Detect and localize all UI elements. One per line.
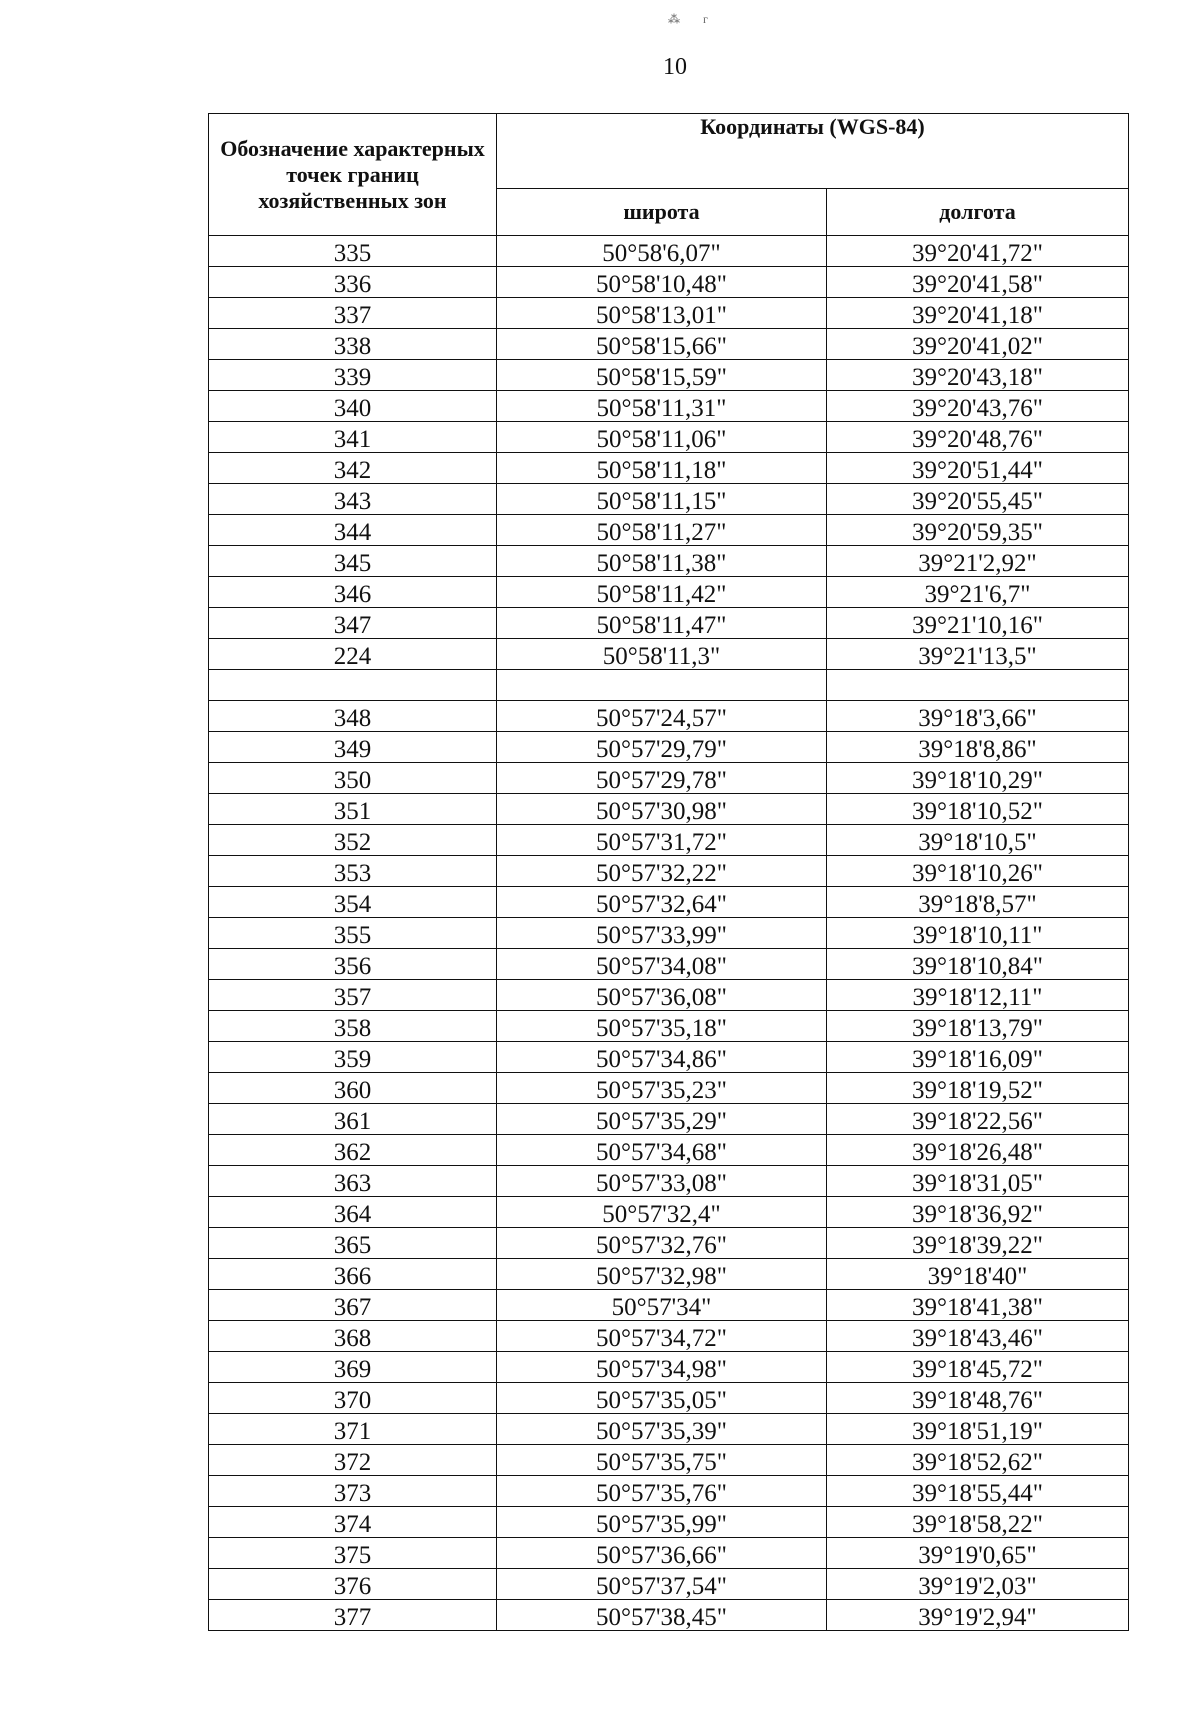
- latitude-cell: 50°58'11,47": [497, 608, 827, 639]
- longitude-cell: 39°18'3,66": [827, 701, 1129, 732]
- longitude-cell: 39°18'10,29": [827, 763, 1129, 794]
- table-row: [209, 980, 1129, 1011]
- latitude-cell: 50°57'35,39": [497, 1414, 827, 1445]
- longitude-cell: 39°19'2,94": [827, 1600, 1129, 1631]
- latitude-cell: 50°58'10,48": [497, 267, 827, 298]
- point-cell: 374: [209, 1507, 497, 1538]
- point-cell: 371: [209, 1414, 497, 1445]
- latitude-cell: 50°57'24,57": [497, 701, 827, 732]
- table-row: [209, 422, 1129, 453]
- table-row: [209, 1445, 1129, 1476]
- latitude-cell: 50°57'35,76": [497, 1476, 827, 1507]
- point-cell: 336: [209, 267, 497, 298]
- table-row: [209, 577, 1129, 608]
- latitude-cell: 50°58'11,06": [497, 422, 827, 453]
- longitude-cell: 39°20'41,72": [827, 236, 1129, 267]
- latitude-cell: 50°58'11,15": [497, 484, 827, 515]
- table-row: [209, 639, 1129, 670]
- point-cell: 343: [209, 484, 497, 515]
- table-row: [209, 1073, 1129, 1104]
- latitude-cell: [497, 670, 827, 701]
- longitude-cell: 39°19'2,03": [827, 1569, 1129, 1600]
- table-body: [209, 236, 1129, 1631]
- latitude-cell: 50°58'11,38": [497, 546, 827, 577]
- longitude-cell: 39°18'19,52": [827, 1073, 1129, 1104]
- table-row: [209, 1600, 1129, 1631]
- coordinates-column-header: Координаты (WGS-84): [497, 114, 1129, 189]
- point-cell: 346: [209, 577, 497, 608]
- latitude-cell: 50°57'34,08": [497, 949, 827, 980]
- latitude-cell: 50°58'11,31": [497, 391, 827, 422]
- latitude-cell: 50°57'32,98": [497, 1259, 827, 1290]
- longitude-cell: 39°20'59,35": [827, 515, 1129, 546]
- latitude-cell: 50°57'32,64": [497, 887, 827, 918]
- longitude-cell: [827, 670, 1129, 701]
- table-row: [209, 732, 1129, 763]
- table-row: [209, 1569, 1129, 1600]
- table-row: [209, 1259, 1129, 1290]
- longitude-cell: 39°18'45,72": [827, 1352, 1129, 1383]
- latitude-column-header: широта: [497, 188, 827, 235]
- longitude-cell: 39°18'10,11": [827, 918, 1129, 949]
- point-cell: 352: [209, 825, 497, 856]
- point-cell: 359: [209, 1042, 497, 1073]
- table-row: [209, 360, 1129, 391]
- table-row: [209, 329, 1129, 360]
- point-cell: 375: [209, 1538, 497, 1569]
- longitude-cell: 39°20'41,02": [827, 329, 1129, 360]
- longitude-cell: 39°20'51,44": [827, 453, 1129, 484]
- table-row: [209, 1197, 1129, 1228]
- longitude-cell: 39°18'52,62": [827, 1445, 1129, 1476]
- point-cell: 349: [209, 732, 497, 763]
- point-cell: 339: [209, 360, 497, 391]
- latitude-cell: 50°57'38,45": [497, 1600, 827, 1631]
- table-row: [209, 887, 1129, 918]
- longitude-cell: 39°18'41,38": [827, 1290, 1129, 1321]
- longitude-cell: 39°18'51,19": [827, 1414, 1129, 1445]
- table-row: [209, 1166, 1129, 1197]
- table-header: [209, 114, 1129, 236]
- point-cell: 356: [209, 949, 497, 980]
- table-row: [209, 1042, 1129, 1073]
- point-cell: 345: [209, 546, 497, 577]
- longitude-cell: 39°21'13,5": [827, 639, 1129, 670]
- latitude-cell: 50°57'29,78": [497, 763, 827, 794]
- point-cell: 348: [209, 701, 497, 732]
- point-cell: 224: [209, 639, 497, 670]
- latitude-cell: 50°57'30,98": [497, 794, 827, 825]
- longitude-cell: 39°20'55,45": [827, 484, 1129, 515]
- table-row: [209, 1383, 1129, 1414]
- point-cell: 358: [209, 1011, 497, 1042]
- table-row: [209, 453, 1129, 484]
- longitude-cell: 39°21'6,7": [827, 577, 1129, 608]
- longitude-cell: 39°18'22,56": [827, 1104, 1129, 1135]
- latitude-cell: 50°57'35,29": [497, 1104, 827, 1135]
- latitude-cell: 50°57'34,68": [497, 1135, 827, 1166]
- table-row: [209, 484, 1129, 515]
- latitude-cell: 50°58'15,66": [497, 329, 827, 360]
- longitude-cell: 39°18'10,26": [827, 856, 1129, 887]
- point-cell: 363: [209, 1166, 497, 1197]
- latitude-cell: 50°57'35,23": [497, 1073, 827, 1104]
- longitude-cell: 39°20'48,76": [827, 422, 1129, 453]
- latitude-cell: 50°58'15,59": [497, 360, 827, 391]
- table-row: [209, 701, 1129, 732]
- latitude-cell: 50°57'37,54": [497, 1569, 827, 1600]
- table-row: [209, 1321, 1129, 1352]
- latitude-cell: 50°57'35,99": [497, 1507, 827, 1538]
- longitude-cell: 39°20'43,76": [827, 391, 1129, 422]
- table-row: [209, 515, 1129, 546]
- latitude-cell: 50°58'11,27": [497, 515, 827, 546]
- latitude-cell: 50°57'35,75": [497, 1445, 827, 1476]
- point-cell: 350: [209, 763, 497, 794]
- longitude-cell: 39°18'8,57": [827, 887, 1129, 918]
- longitude-cell: 39°18'10,52": [827, 794, 1129, 825]
- table-row: [209, 236, 1129, 267]
- table-row: [209, 1414, 1129, 1445]
- longitude-cell: 39°18'13,79": [827, 1011, 1129, 1042]
- point-cell: 361: [209, 1104, 497, 1135]
- latitude-cell: 50°57'36,08": [497, 980, 827, 1011]
- table-row: [209, 918, 1129, 949]
- table-row: [209, 1507, 1129, 1538]
- point-cell: 366: [209, 1259, 497, 1290]
- table-row: [209, 1476, 1129, 1507]
- point-cell: 355: [209, 918, 497, 949]
- table-row: [209, 267, 1129, 298]
- table-row: [209, 391, 1129, 422]
- latitude-cell: 50°57'31,72": [497, 825, 827, 856]
- latitude-cell: 50°58'6,07": [497, 236, 827, 267]
- point-cell: 362: [209, 1135, 497, 1166]
- table-row: [209, 670, 1129, 701]
- point-cell: 368: [209, 1321, 497, 1352]
- latitude-cell: 50°57'36,66": [497, 1538, 827, 1569]
- point-cell: 365: [209, 1228, 497, 1259]
- latitude-cell: 50°58'13,01": [497, 298, 827, 329]
- latitude-cell: 50°57'35,18": [497, 1011, 827, 1042]
- longitude-cell: 39°18'48,76": [827, 1383, 1129, 1414]
- point-cell: 353: [209, 856, 497, 887]
- point-cell: 367: [209, 1290, 497, 1321]
- point-cell: 376: [209, 1569, 497, 1600]
- table-row: [209, 298, 1129, 329]
- point-column-header: Обозначение характерных точек границ хозяйственных зон: [209, 114, 497, 236]
- point-cell: 357: [209, 980, 497, 1011]
- longitude-cell: 39°20'41,58": [827, 267, 1129, 298]
- longitude-cell: 39°18'40": [827, 1259, 1129, 1290]
- longitude-cell: 39°18'31,05": [827, 1166, 1129, 1197]
- table-row: [209, 1135, 1129, 1166]
- latitude-cell: 50°58'11,3": [497, 639, 827, 670]
- latitude-cell: 50°57'34,98": [497, 1352, 827, 1383]
- point-cell: [209, 670, 497, 701]
- longitude-cell: 39°20'43,18": [827, 360, 1129, 391]
- latitude-cell: 50°57'34,86": [497, 1042, 827, 1073]
- latitude-cell: 50°57'33,08": [497, 1166, 827, 1197]
- table-row: [209, 1228, 1129, 1259]
- latitude-cell: 50°57'34,72": [497, 1321, 827, 1352]
- page-number: 10: [663, 54, 687, 80]
- coordinates-table: [208, 113, 1129, 1631]
- table-row: [209, 949, 1129, 980]
- point-cell: 354: [209, 887, 497, 918]
- table-row: [209, 546, 1129, 577]
- longitude-cell: 39°20'41,18": [827, 298, 1129, 329]
- table-row: [209, 608, 1129, 639]
- point-cell: 373: [209, 1476, 497, 1507]
- table-row: [209, 1104, 1129, 1135]
- latitude-cell: 50°57'34": [497, 1290, 827, 1321]
- table-row: [209, 794, 1129, 825]
- table-row: [209, 1290, 1129, 1321]
- longitude-cell: 39°18'55,44": [827, 1476, 1129, 1507]
- header-marks: ⁂ г: [668, 12, 718, 26]
- point-cell: 344: [209, 515, 497, 546]
- point-cell: 347: [209, 608, 497, 639]
- point-cell: 377: [209, 1600, 497, 1631]
- longitude-cell: 39°19'0,65": [827, 1538, 1129, 1569]
- table-row: [209, 1352, 1129, 1383]
- point-cell: 335: [209, 236, 497, 267]
- point-cell: 360: [209, 1073, 497, 1104]
- latitude-cell: 50°58'11,42": [497, 577, 827, 608]
- latitude-cell: 50°57'32,76": [497, 1228, 827, 1259]
- longitude-cell: 39°21'10,16": [827, 608, 1129, 639]
- latitude-cell: 50°57'35,05": [497, 1383, 827, 1414]
- point-cell: 372: [209, 1445, 497, 1476]
- longitude-cell: 39°18'8,86": [827, 732, 1129, 763]
- latitude-cell: 50°57'32,4": [497, 1197, 827, 1228]
- longitude-cell: 39°18'16,09": [827, 1042, 1129, 1073]
- longitude-cell: 39°18'58,22": [827, 1507, 1129, 1538]
- longitude-column-header: долгота: [827, 188, 1129, 235]
- point-cell: 369: [209, 1352, 497, 1383]
- point-cell: 351: [209, 794, 497, 825]
- table-row: [209, 856, 1129, 887]
- longitude-cell: 39°18'10,5": [827, 825, 1129, 856]
- table-row: [209, 763, 1129, 794]
- longitude-cell: 39°18'26,48": [827, 1135, 1129, 1166]
- point-cell: 338: [209, 329, 497, 360]
- longitude-cell: 39°18'10,84": [827, 949, 1129, 980]
- table-row: [209, 825, 1129, 856]
- point-cell: 370: [209, 1383, 497, 1414]
- point-cell: 341: [209, 422, 497, 453]
- longitude-cell: 39°18'36,92": [827, 1197, 1129, 1228]
- table-row: [209, 1011, 1129, 1042]
- table-row: [209, 1538, 1129, 1569]
- point-cell: 364: [209, 1197, 497, 1228]
- longitude-cell: 39°21'2,92": [827, 546, 1129, 577]
- latitude-cell: 50°58'11,18": [497, 453, 827, 484]
- point-cell: 340: [209, 391, 497, 422]
- latitude-cell: 50°57'32,22": [497, 856, 827, 887]
- longitude-cell: 39°18'39,22": [827, 1228, 1129, 1259]
- latitude-cell: 50°57'29,79": [497, 732, 827, 763]
- point-cell: 342: [209, 453, 497, 484]
- longitude-cell: 39°18'12,11": [827, 980, 1129, 1011]
- longitude-cell: 39°18'43,46": [827, 1321, 1129, 1352]
- point-cell: 337: [209, 298, 497, 329]
- latitude-cell: 50°57'33,99": [497, 918, 827, 949]
